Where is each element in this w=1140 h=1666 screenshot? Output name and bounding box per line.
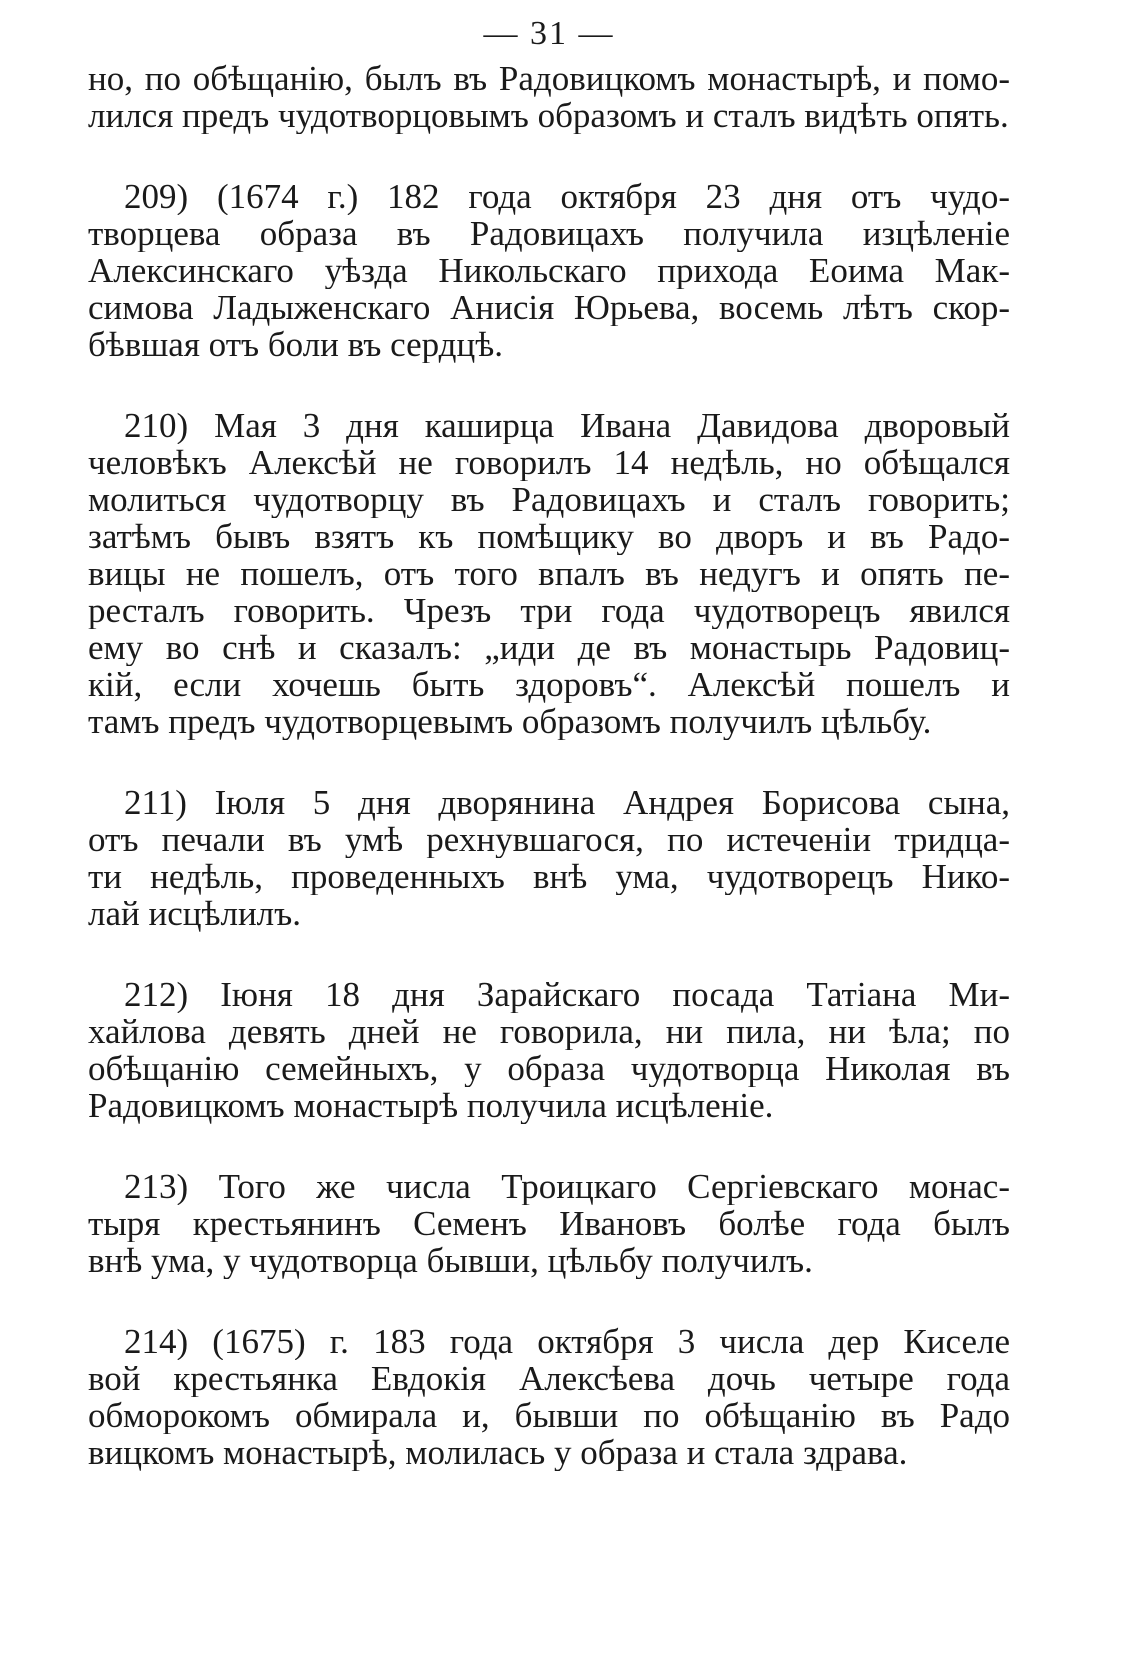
text-line: 209) (1674 г.) 182 года октября 23 дня отъ чудо- bbox=[124, 178, 1010, 215]
text-line: 212) Іюня 18 дня Зарайскаго посада Татіана Ми- bbox=[124, 976, 1010, 1013]
text-line: хайлова девять дней не говорила, ни пила, ни ѣла; по bbox=[88, 1013, 1010, 1050]
text-line: бѣвшая отъ боли въ сердцѣ. bbox=[88, 326, 503, 363]
paragraph-entry-210 bbox=[88, 407, 1010, 740]
paragraph-continuation bbox=[88, 60, 1010, 134]
paragraph-entry-213 bbox=[88, 1168, 1010, 1279]
text-line: вицы не пошелъ, отъ того впалъ въ недугъ и опять пе- bbox=[88, 555, 1010, 592]
text-line: человѣкъ Алексѣй не говорилъ 14 недѣль, но обѣщался bbox=[88, 444, 1010, 481]
text-line: Радовицкомъ монастырѣ получила исцѣленіе. bbox=[88, 1087, 774, 1124]
text-line: Алексинскаго уѣзда Никольскаго прихода Еоима Мак- bbox=[88, 252, 1010, 289]
text-line: ресталъ говорить. Чрезъ три года чудотворецъ явился bbox=[88, 592, 1010, 629]
text-line: вой крестьянка Евдокія Алексѣева дочь четыре года bbox=[88, 1360, 1010, 1397]
text-line: внѣ ума, у чудотворца бывши, цѣльбу получилъ. bbox=[88, 1242, 813, 1279]
text-line: симова Ладыженскаго Анисія Юрьева, восемь лѣтъ скор- bbox=[88, 289, 1010, 326]
text-line: 210) Мая 3 дня каширца Ивана Давидова дворовый bbox=[124, 407, 1010, 444]
paragraph-entry-211 bbox=[88, 784, 1010, 932]
text-line: обморокомъ обмирала и, бывши по обѣщанію въ Радо bbox=[88, 1397, 1010, 1434]
page-number: — 31 — bbox=[483, 15, 615, 52]
text-line: кій, если хочешь быть здоровъ“. Алексѣй пошелъ и bbox=[88, 666, 1010, 703]
text-line: ти недѣль, проведенныхъ внѣ ума, чудотворецъ Нико- bbox=[88, 858, 1010, 895]
text-line: 214) (1675) г. 183 года октября 3 числа дер Киселе bbox=[124, 1323, 1010, 1360]
paragraph-entry-212 bbox=[88, 976, 1010, 1124]
text-line: молиться чудотворцу въ Радовицахъ и сталъ говорить; bbox=[88, 481, 1010, 518]
text-line: но, по обѣщанію, былъ въ Радовицкомъ монастырѣ, и помо- bbox=[88, 60, 1010, 97]
text-line: лай исцѣлилъ. bbox=[88, 895, 301, 932]
text-line: отъ печали въ умѣ рехнувшагося, по истеченіи тридца- bbox=[88, 821, 1010, 858]
body-text bbox=[88, 60, 1010, 1471]
text-line: 213) Того же числа Троицкаго Сергіевскаго монас- bbox=[124, 1168, 1010, 1205]
text-line: тамъ предъ чудотворцевымъ образомъ получилъ цѣльбу. bbox=[88, 703, 932, 740]
text-line: вицкомъ монастырѣ, молилась у образа и стала здрава. bbox=[88, 1434, 908, 1471]
text-line: обѣщанію семейныхъ, у образа чудотворца Николая въ bbox=[88, 1050, 1010, 1087]
paragraph-entry-214 bbox=[88, 1323, 1010, 1471]
text-line: творцева образа въ Радовицахъ получила изцѣленіе bbox=[88, 215, 1010, 252]
text-line: ему во снѣ и сказалъ: „иди де въ монастырь Радовиц- bbox=[88, 629, 1010, 666]
text-line: затѣмъ бывъ взятъ къ помѣщику во дворъ и въ Радо- bbox=[88, 518, 1010, 555]
paragraph-entry-209 bbox=[88, 178, 1010, 363]
text-line: тыря крестьянинъ Семенъ Ивановъ болѣе года былъ bbox=[88, 1205, 1010, 1242]
text-line: 211) Іюля 5 дня дворянина Андрея Борисова сына, bbox=[124, 784, 1010, 821]
text-line: лился предъ чудотворцовымъ образомъ и сталъ видѣть опять. bbox=[88, 97, 1009, 134]
